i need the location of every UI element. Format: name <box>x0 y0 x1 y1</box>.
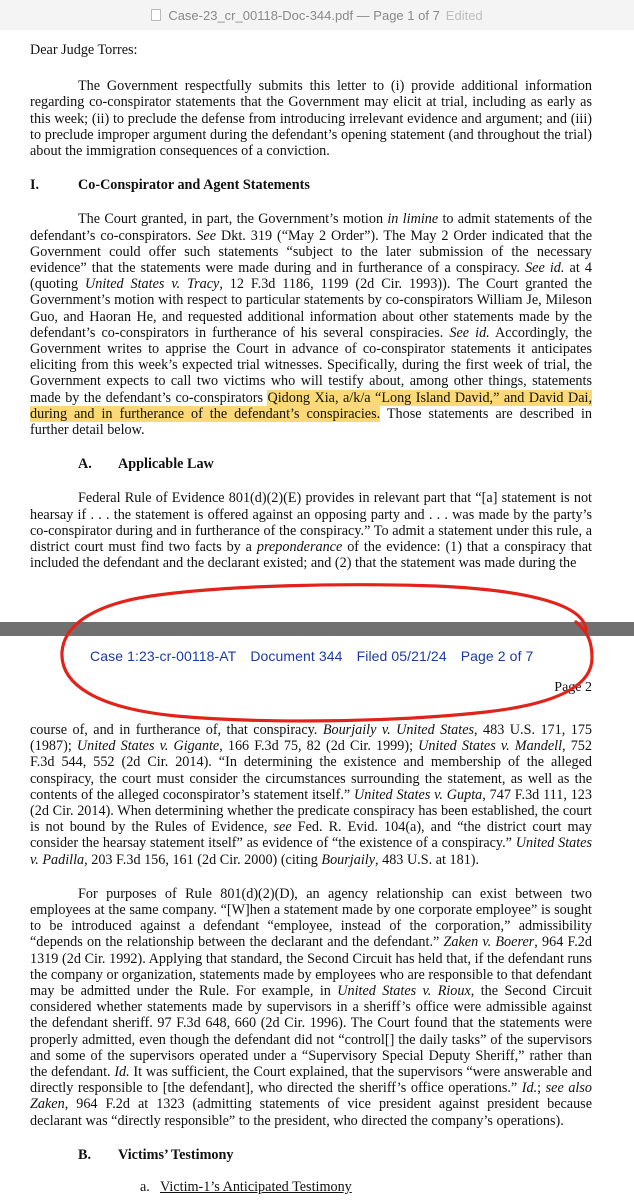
case-citation: Bourjaily v. United States <box>322 722 475 738</box>
case-number: Case 1:23-cr-00118-AT <box>90 648 237 664</box>
section-title: Co-Conspirator and Agent Statements <box>78 177 310 194</box>
text-run: Federal Rule of Evidence 801(d)(2)(E) provides in relevant part that “[a] statement is not hearsay if . . . the statement is offered against an opposing party and . . . was made by the party’s co-conspirator during and in furtherance of the conspiracy.” To admit a statement under this rule, a district court must find two facts by a <box>30 490 592 556</box>
paragraph-conspiracy-cases <box>30 722 592 868</box>
text-run: Dkt. 319 (“May 2 Order”). The May 2 Order indicated that the Government could offer such statements “subject to the later submission of the necessary evidence” that the statements were made during and in furtherance of a conspiracy. <box>30 227 592 277</box>
subsection-heading-b <box>78 1147 592 1163</box>
case-citation: Zaken v. Boerer <box>443 934 535 951</box>
text-run: , the Second Circuit considered whether statements made by supervisors in a sheriff’s office were admissible against the defendant sheriff. 97 F.3d 648, 660 (2d Cir. 1996). The Court found that the statements were properly admitted, even though the defendant did not “control[] the daily tasks” of the supervisors and some of the supervisors operated under a “Supervisory Special Deputy Sheriff,” rather than the defendant. <box>30 983 592 1081</box>
text-run-italic: see <box>273 819 292 836</box>
sub-subsection-number: a. <box>140 1179 150 1196</box>
text-run-italic: Id. <box>521 1080 538 1097</box>
text-run-italic: Id. <box>114 1064 130 1081</box>
subsection-number: B. <box>78 1146 92 1163</box>
case-citation: United States v. Padilla <box>30 835 592 868</box>
paragraph-applicable-law <box>30 490 592 571</box>
salutation: Dear Judge Torres: <box>30 42 138 58</box>
text-run-italic: See <box>196 227 217 244</box>
sub-subsection-title: Victim-1’s Anticipated Testimony <box>160 1179 352 1196</box>
case-citation: United States v. Rioux <box>337 983 471 1000</box>
subsection-heading-a <box>78 456 592 472</box>
text-run: , 166 F.3d 75, 82 (2d Cir. 1999); <box>219 738 419 755</box>
case-citation: see also Zaken <box>30 1080 592 1113</box>
page-separator <box>0 622 634 636</box>
page-label: Page 2 <box>554 680 592 695</box>
page1-content <box>30 42 592 571</box>
text-run: Those statements are described in further detail below. <box>30 405 592 439</box>
pdf-page-1 <box>0 30 634 622</box>
text-run: , 752 F.3d 544, 552 (2d Cir. 2014). “In determining the existence and membership of the alleged conspiracy, the court must consider the circumstances surrounding the statement, as well as the contents of the alleged coconspirator’s statement itself.” <box>30 738 592 803</box>
text-run: , 483 U.S. 171, 175 (1987); <box>30 722 593 755</box>
document-number: Document 344 <box>250 648 343 664</box>
text-run: It was sufficient, the Court explained, that the supervisors “were answerable and directly responsible to [the defendant], who directed the sheriff’s office operations.” <box>30 1064 592 1097</box>
text-run-italic: See id. <box>525 260 565 277</box>
text-run: of the evidence: (1) that a conspiracy that included the defendant and the declarant existed; and (2) that the statement was made during the <box>30 539 592 572</box>
paragraph-co-conspirator <box>30 211 592 438</box>
subsection-number: A. <box>78 456 92 473</box>
case-citation: United States v. Gigante <box>76 738 220 755</box>
sub-subsection-heading-a <box>140 1179 592 1195</box>
text-run: For purposes of Rule 801(d)(2)(D), an agency relationship can exist between two employees at the same company. “[W]hen a statement made by one corporate employee” is sought to be introduced against a defendant “employee, instead of the corporation,” admissibility “depends on the relationship between the declarant and the defendant.” <box>30 885 592 951</box>
intro-paragraph: The Government respectfully submits this letter to (i) provide additional information regarding co-conspirator statements that the Government may elicit at trial, including as early as this week; (ii) to preclude the defense from introducing irrelevant evidence and argument; and (iii) to preclude improper argument during the defendant’s opening statement (and throughout the trial) about the immigration consequences of a conviction. <box>30 78 592 160</box>
text-run: , 964 F.2d 1319 (2d Cir. 1992). Applying that standard, the Second Circuit has held that, if the defendant runs the company or organization, statements made by employees who are responsible to that defendant may be admitted under the Rule. For example, in <box>30 934 592 1000</box>
court-filing-header <box>90 648 543 664</box>
page-count: Page 2 of 7 <box>460 648 534 664</box>
text-run: , 747 F.3d 111, 123 (2d Cir. 2014). When determining whether the predicate conspiracy has been established, the court is not bound by the Rules of Evidence, <box>30 786 592 836</box>
subsection-title: Victims’ Testimony <box>118 1146 234 1163</box>
text-run: , 12 F.3d 1186, 1199 (2d Cir. 1993)). The Court granted the Government’s motion with respect to particular statements by co-conspirators William Je, Mileson Guo, and Haoran He, and requested additional information about other statements made by the defendant’s co-conspirators in furtherance of his several conspiracies. <box>30 276 593 341</box>
window-title: Case-23_cr_00118-Doc-344.pdf — Page 1 of 7 <box>168 7 440 23</box>
section-heading-1 <box>30 177 592 193</box>
case-citation: United States v. Tracy <box>85 276 220 293</box>
text-run: The Court granted, in part, the Government’s motion <box>78 211 388 228</box>
highlighted-text[interactable]: Qidong Xia, a/k/a “Long Island David,” and David Dai, during and in furtherance of the defendant’s conspiracies. <box>30 389 592 422</box>
paragraph-agency-relationship <box>30 886 592 1129</box>
text-run: , 483 U.S. at 181). <box>375 851 480 868</box>
window-title-bar[interactable] <box>0 0 634 31</box>
section-number: I. <box>30 177 40 194</box>
text-run-italic: in limine <box>387 211 439 228</box>
text-run: course of, and in furtherance of, that conspiracy. <box>30 722 323 738</box>
text-run: at 4 (quoting <box>30 260 592 293</box>
text-run-italic: See id. <box>449 324 490 341</box>
subsection-title: Applicable Law <box>118 456 214 473</box>
text-run: , 964 F.2d at 1323 (admitting statements of vice president against president because declarant was “directly responsible” to the president, who directed the company’s operations). <box>30 1096 592 1129</box>
filed-date: Filed 05/21/24 <box>356 648 447 664</box>
case-citation: Bourjaily <box>321 851 376 868</box>
edited-status: Edited <box>445 7 483 23</box>
text-run: Fed. R. Evid. 104(a), and “the district court may consider the hearsay statement itself” as evidence of “the existence of a conspiracy.” <box>30 819 592 852</box>
pdf-document-icon <box>151 9 161 21</box>
text-run-italic: preponderance <box>256 539 343 556</box>
text-run: Accordingly, the Government writes to apprise the Court in advance of co-conspirator statements it anticipates eliciting from this week’s expected trial witnesses. Specifically, during the first week of trial, the Government expects to call two victims who will testify about, among other things, statements made by the defendant’s co-conspirators <box>30 324 592 406</box>
case-citation: United States v. Mandell <box>418 738 563 755</box>
text-run: ; <box>537 1080 546 1097</box>
text-run: to admit statements of the defendant’s co-conspirators. <box>30 211 593 244</box>
pdf-page-2 <box>0 636 634 1200</box>
page2-content <box>30 722 592 1195</box>
text-run: , 203 F.3d 156, 161 (2d Cir. 2000) (citing <box>84 851 322 868</box>
case-citation: United States v. Gupta <box>354 786 483 803</box>
